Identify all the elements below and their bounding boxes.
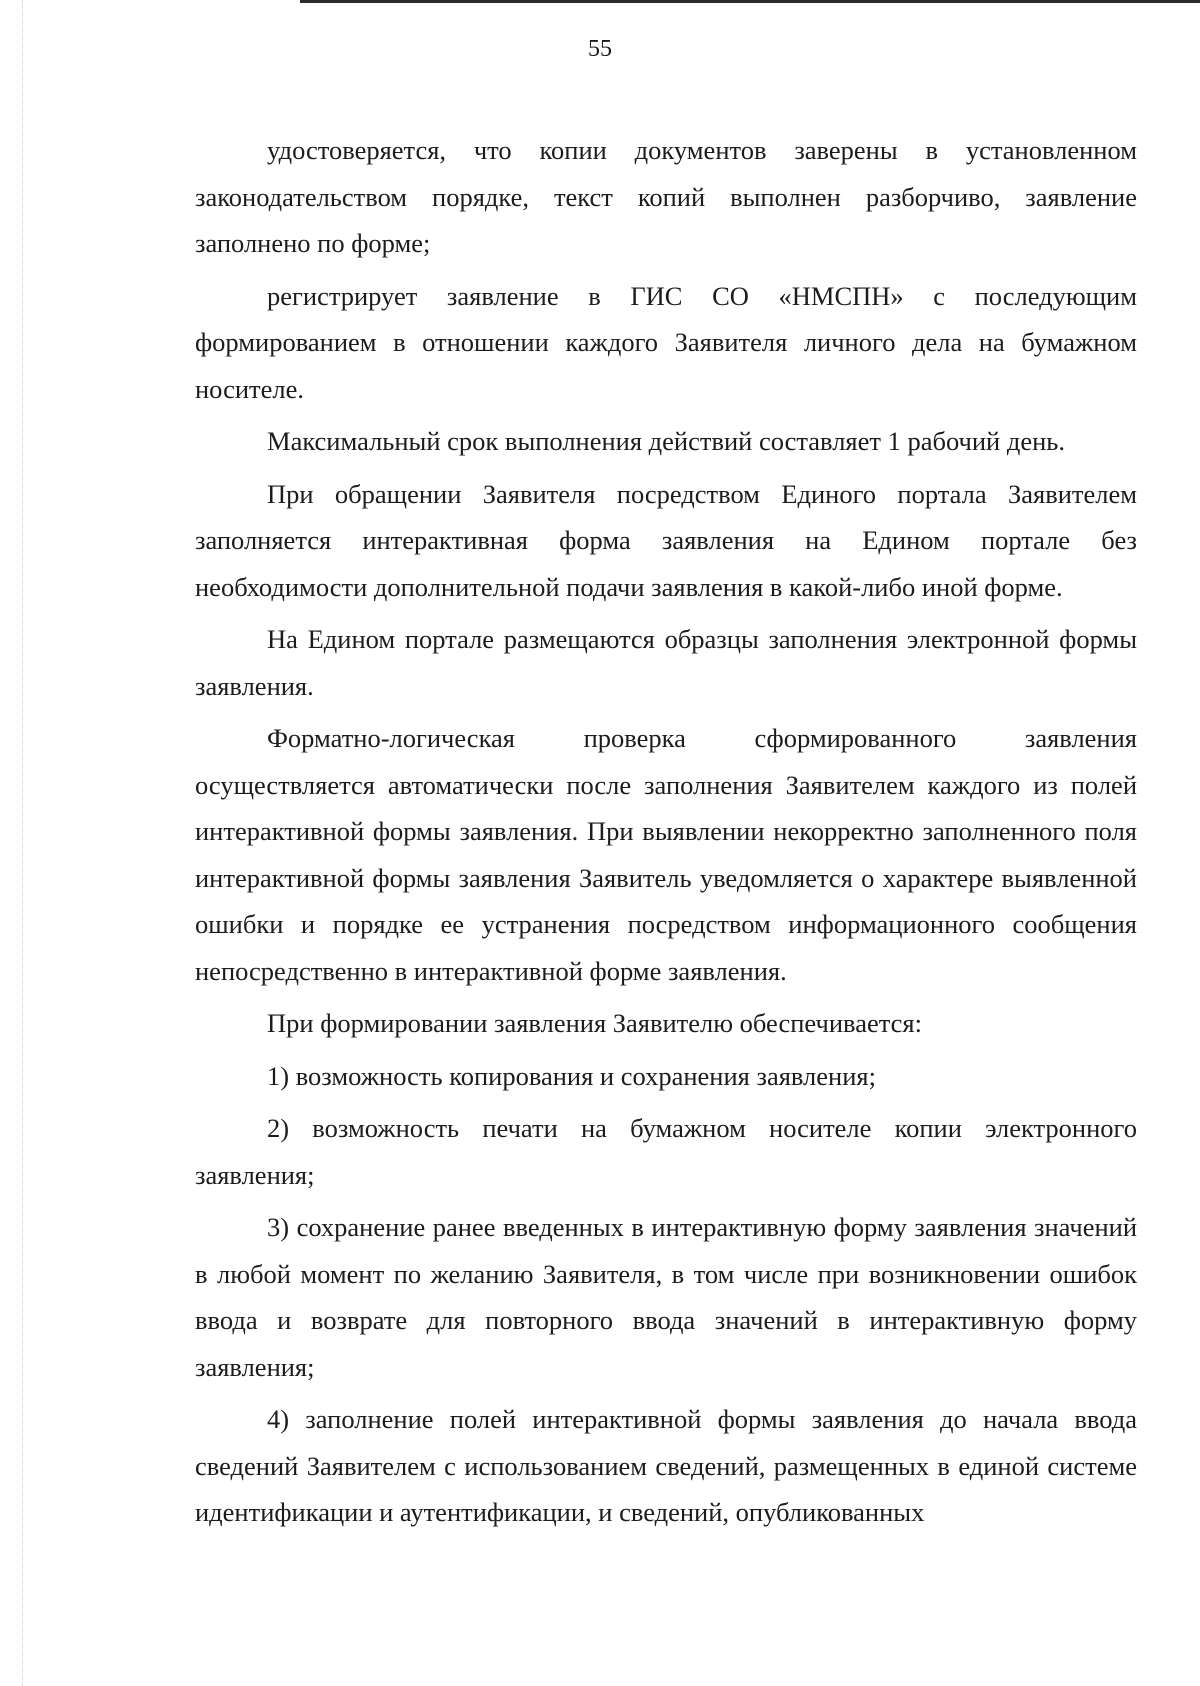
paragraph-provisions-intro: При формировании заявления Заявителю обеспечивается: — [267, 1008, 922, 1038]
list-item-4: 4) заполнение полей интерактивной формы заявления до начала ввода сведений Заявителем с использованием сведений, размещенных в единой системе идентификации и аутентификации, и сведений, опубликованных — [195, 1404, 1137, 1527]
paragraph-portal-samples: На Едином портале размещаются образцы заполнения электронной формы заявления. — [195, 624, 1137, 701]
list-item-3: 3) сохранение ранее введенных в интерактивную форму заявления значений в любой момент по желанию Заявителя, в том числе при возникновении ошибок ввода и возврате для повторного ввода значений в интерактивную форму заявления; — [195, 1212, 1137, 1382]
paragraph-portal-application: При обращении Заявителя посредством Единого портала Заявителем заполняется интерактивная форма заявления на Едином портале без необходимости дополнительной подачи заявления в какой-либо иной форме. — [195, 478, 1137, 602]
paragraph-format-check: Форматно-логическая проверка сформированного заявления осуществляется автоматически после заполнения Заявителем каждого из полей интерактивной формы заявления. При выявлении некорректно заполненного поля интерактивной формы заявления Заявитель уведомляется о характере выявленной ошибки и порядке ее устранения посредством информационного сообщения непосредственно в интерактивной форме заявления. — [195, 723, 1137, 986]
document-body — [195, 127, 1137, 1536]
page-number: 55 — [588, 36, 612, 62]
list-item-1: 1) возможность копирования и сохранения заявления; — [267, 1060, 876, 1091]
scan-left-edge — [22, 0, 24, 1686]
list-item-2: 2) возможность печати на бумажном носителе копии электронного заявления; — [195, 1113, 1137, 1190]
scan-top-edge — [300, 0, 1200, 3]
paragraph-max-term: Максимальный срок выполнения действий составляет 1 рабочий день. — [267, 426, 1065, 456]
paragraph-document-check: удостоверяется, что копии документов заверены в установленном законодательством порядке, текст копий выполнен разборчиво, заявление заполнено по форме; — [195, 135, 1137, 258]
paragraph-registration: регистрирует заявление в ГИС СО «НМСПН» с последующим формированием в отношении каждого Заявителя личного дела на бумажном носителе. — [195, 280, 1137, 404]
